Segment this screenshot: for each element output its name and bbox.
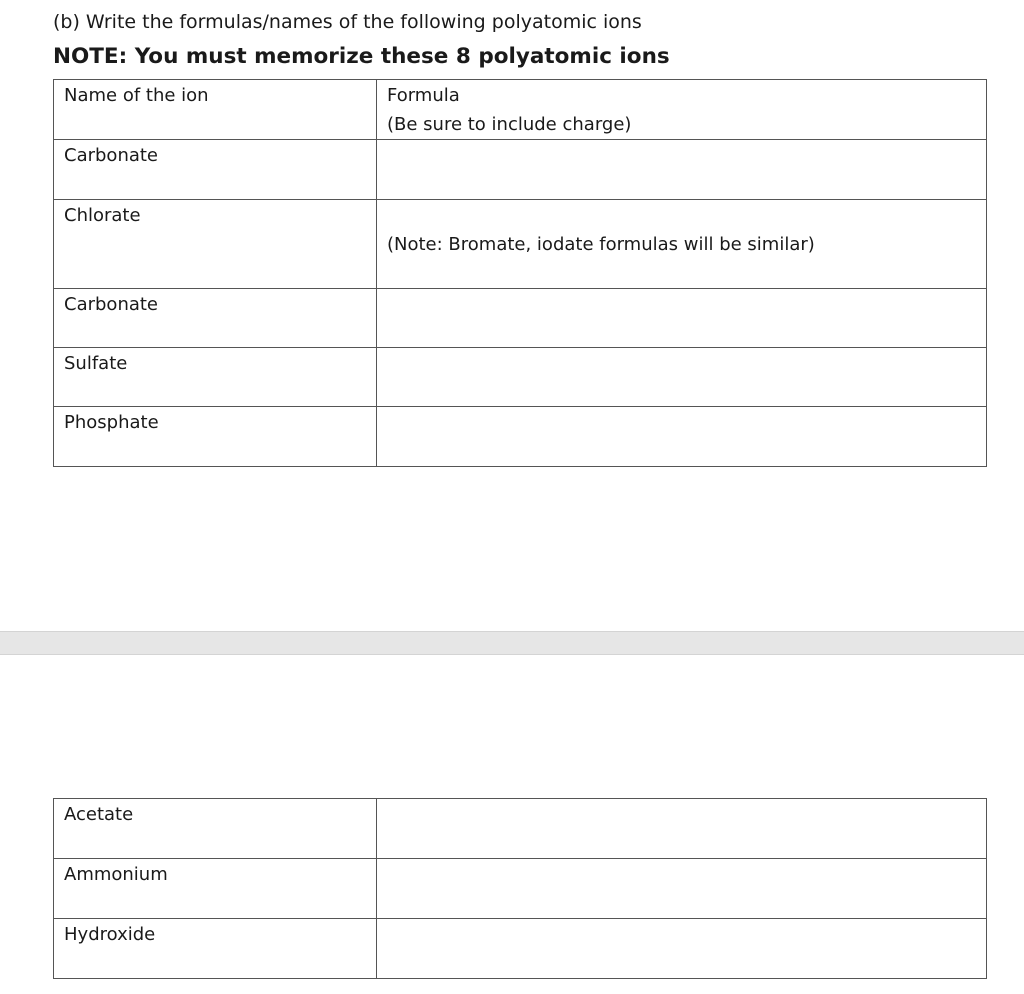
ion-name-cell [54,919,377,979]
ion-name-cell [54,200,377,289]
ion-name: Ammonium [64,864,168,885]
formula-answer-cell[interactable] [377,859,987,919]
ion-name: Hydroxide [64,924,156,945]
formula-answer-cell[interactable] [377,407,987,467]
table-row [54,348,987,407]
ion-name: Chlorate [64,205,141,226]
header-formula-cell [377,80,987,140]
formula-answer-cell[interactable] [377,919,987,979]
header-name-label: Name of the ion [64,85,209,106]
polyatomic-ions-table-page2 [53,798,987,979]
formula-answer-cell[interactable] [377,348,987,407]
table-row [54,407,987,467]
formula-answer-cell[interactable] [377,200,987,289]
table-row [54,799,987,859]
header-name-cell [54,80,377,140]
memorize-note: NOTE: You must memorize these 8 polyatomic ions [53,44,670,69]
ion-name-cell [54,140,377,200]
table-row [54,200,987,289]
polyatomic-ions-table-page1 [53,79,987,467]
page-break-separator [0,631,1024,655]
ion-name: Phosphate [64,412,159,433]
ion-name-cell [54,859,377,919]
ion-name: Sulfate [64,353,128,374]
formula-answer-cell[interactable] [377,140,987,200]
table-row [54,859,987,919]
header-formula-hint: (Be sure to include charge) [387,114,632,135]
ion-name: Acetate [64,804,134,825]
formula-similarity-note: (Note: Bromate, iodate formulas will be similar) [387,234,815,255]
table-row [54,289,987,348]
ion-name: Carbonate [64,145,159,166]
formula-answer-cell[interactable] [377,799,987,859]
ion-name-cell [54,799,377,859]
ion-name-cell [54,407,377,467]
formula-answer-cell[interactable] [377,289,987,348]
table-row [54,140,987,200]
header-formula-label: Formula [387,85,460,106]
table-header-row [54,80,987,140]
table-row [54,919,987,979]
ion-name: Carbonate [64,294,159,315]
ion-name-cell [54,289,377,348]
ion-name-cell [54,348,377,407]
question-instruction: (b) Write the formulas/names of the following polyatomic ions [53,11,642,33]
